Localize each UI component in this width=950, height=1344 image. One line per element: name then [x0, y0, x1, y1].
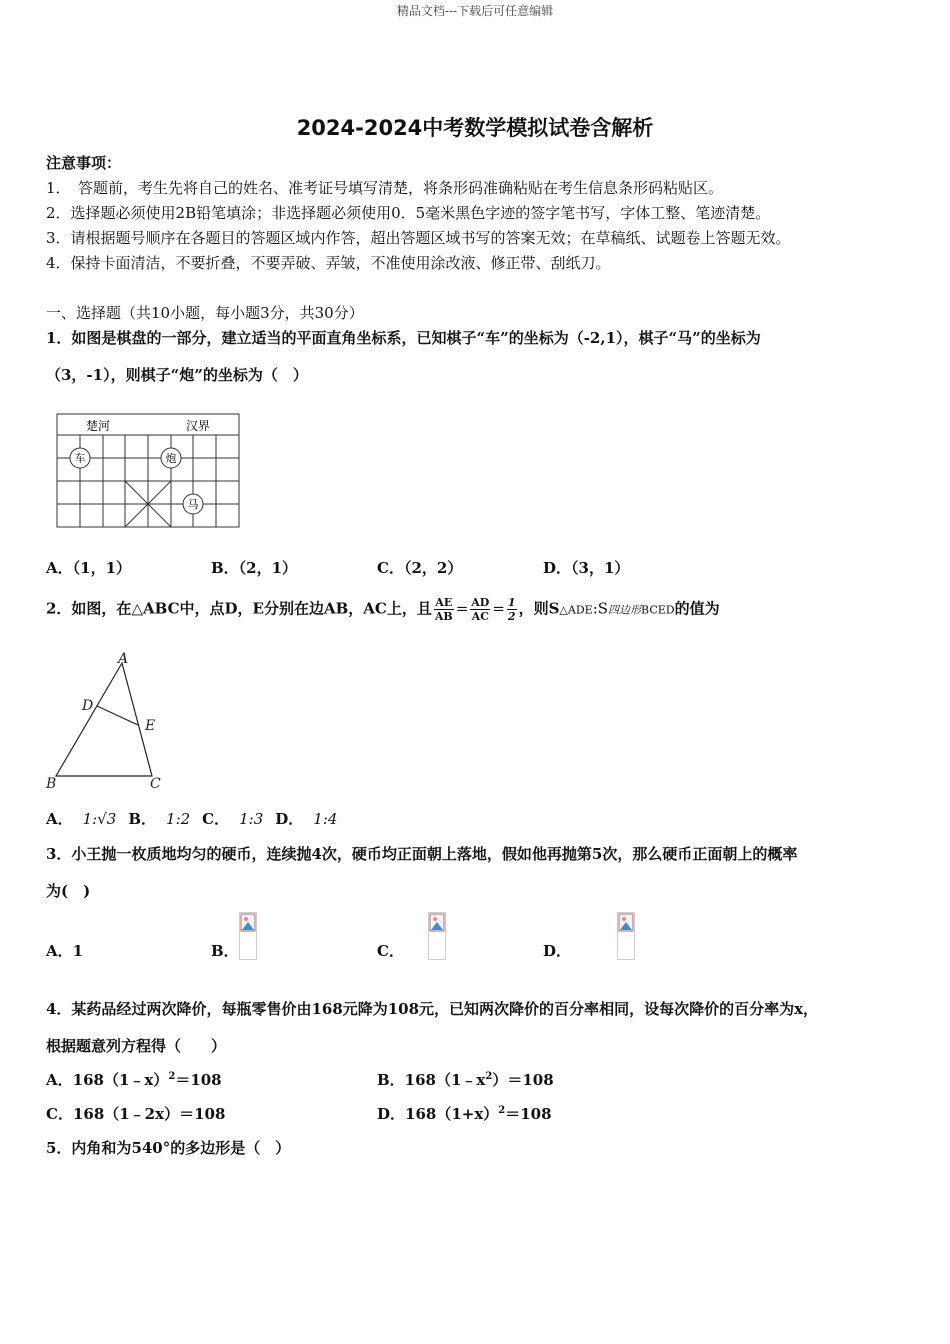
- question-5-text: 5．内角和为540°的多边形是（ ）: [46, 1139, 291, 1157]
- chess-piece-pao-label: 炮: [165, 452, 177, 465]
- page-title: 2024-2024中考数学模拟试卷含解析: [296, 116, 654, 140]
- board-label-han-jie: 汉界: [186, 419, 211, 433]
- q2-option-d[interactable]: D．: [275, 810, 304, 828]
- q2-options: A． 1:√3 B． 1:2 C． 1:3 D． 1:4: [46, 810, 338, 828]
- q4-option-d[interactable]: D．$168(1+x)^2=108$: [377, 1105, 552, 1123]
- question-3-text-cont: 为( ): [46, 882, 91, 900]
- q1-option-b[interactable]: B．（2，1）: [211, 559, 298, 577]
- q4-option-c[interactable]: C．168（1﹣2x）＝108: [46, 1105, 226, 1123]
- q2-text-c: 的值为: [674, 599, 720, 618]
- chess-board-figure: [56, 413, 242, 529]
- q4-option-a[interactable]: A．168（1﹣x）$^2$＝108: [46, 1071, 222, 1089]
- notice-item: 1． 答题前，考生先将自己的姓名、准考证号填写清楚，将条形码准确粘贴在考生信息条形码粘贴区。: [46, 179, 724, 197]
- vertex-label-a: A: [118, 651, 129, 667]
- chess-piece-ma-label: 马: [187, 498, 199, 511]
- vertex-label-c: C: [150, 776, 161, 792]
- fraction-one-half: $\frac{1}{2}$: [507, 596, 516, 623]
- q3-option-d[interactable]: D．: [543, 942, 572, 960]
- triangle-figure: [42, 648, 172, 794]
- notice-item: 4．保持卡面清洁，不要折叠，不要弄破、弄皱，不准使用涂改液、修正带、刮纸刀。: [46, 254, 611, 272]
- question-1-text-cont: （3，-1），则棋子“炮”的坐标为（ ）: [46, 366, 308, 384]
- q2-text-a: 2．如图，在△ABC中，点D，E分别在边AB，AC上，且: [46, 599, 432, 618]
- vertex-label-e: E: [145, 718, 156, 734]
- q2-option-a[interactable]: A．: [46, 810, 73, 828]
- broken-image-icon: [428, 912, 446, 960]
- q1-option-c[interactable]: C．（2，2）: [377, 559, 463, 577]
- question-1-text: 1．如图是棋盘的一部分，建立适当的平面直角坐标系，已知棋子“车”的坐标为（-2,1），棋子“马”的坐标为: [46, 329, 761, 347]
- section-heading: 一、选择题（共10小题，每小题3分，共30分）: [46, 304, 364, 322]
- question-3-text: 3．小王抛一枚质地均匀的硬币，连续抛4次，硬币均正面朝上落地，假如他再抛第5次，那么硬币正面朝上的概率: [46, 845, 798, 863]
- fraction-ae-ab: $\frac{AE}{AB}$: [434, 596, 453, 623]
- notice-item: 3．请根据题号顺序在各题目的答题区域内作答，超出答题区域书写的答案无效；在草稿纸、试题卷上答题无效。: [46, 229, 791, 247]
- q3-option-a[interactable]: A．1: [46, 942, 84, 960]
- broken-image-icon: [239, 912, 257, 960]
- notice-item: 2．选择题必须使用2B铅笔填涂；非选择题必须使用0．5毫米黑色字迹的签字笔书写，字体工整、笔迹清楚。: [46, 204, 771, 222]
- page-header: 精品文档---下载后可任意编辑: [396, 4, 554, 18]
- q2-text-b: ，则S: [518, 599, 560, 618]
- vertex-label-d: D: [82, 698, 94, 714]
- q2-option-c[interactable]: C．: [202, 810, 230, 828]
- q3-option-c[interactable]: C．: [377, 942, 404, 960]
- question-4-text-cont: 根据题意列方程得（ ）: [46, 1037, 227, 1055]
- q4-option-b[interactable]: B．$168(1﹣x^2)=108$: [377, 1071, 554, 1089]
- q1-option-a[interactable]: A．（1，1）: [46, 559, 132, 577]
- broken-image-icon: [617, 912, 635, 960]
- notice-heading: 注意事项：: [46, 154, 122, 172]
- vertex-label-b: B: [46, 776, 57, 792]
- question-4-text: 4．某药品经过两次降价，每瓶零售价由168元降为108元，已知两次降价的百分率相同，设每次降价的百分率为x，: [46, 1000, 819, 1018]
- chess-piece-che-label: 车: [74, 452, 86, 465]
- question-2-text: 2．如图，在△ABC中，点D，E分别在边AB，AC上，且 $\frac{AE}{AB}$ = $\frac{AD}{AC}$ = $\frac{1}{2}$ ，则S△ADE:S四边形BCED的值为: [46, 596, 720, 623]
- fraction-ad-ac: $\frac{AD}{AC}$: [471, 596, 490, 623]
- board-label-chu-he: 楚河: [86, 419, 111, 433]
- q3-option-b[interactable]: B．: [211, 942, 239, 960]
- q2-option-b[interactable]: B．: [128, 810, 157, 828]
- q1-option-d[interactable]: D．（3，1）: [543, 559, 630, 577]
